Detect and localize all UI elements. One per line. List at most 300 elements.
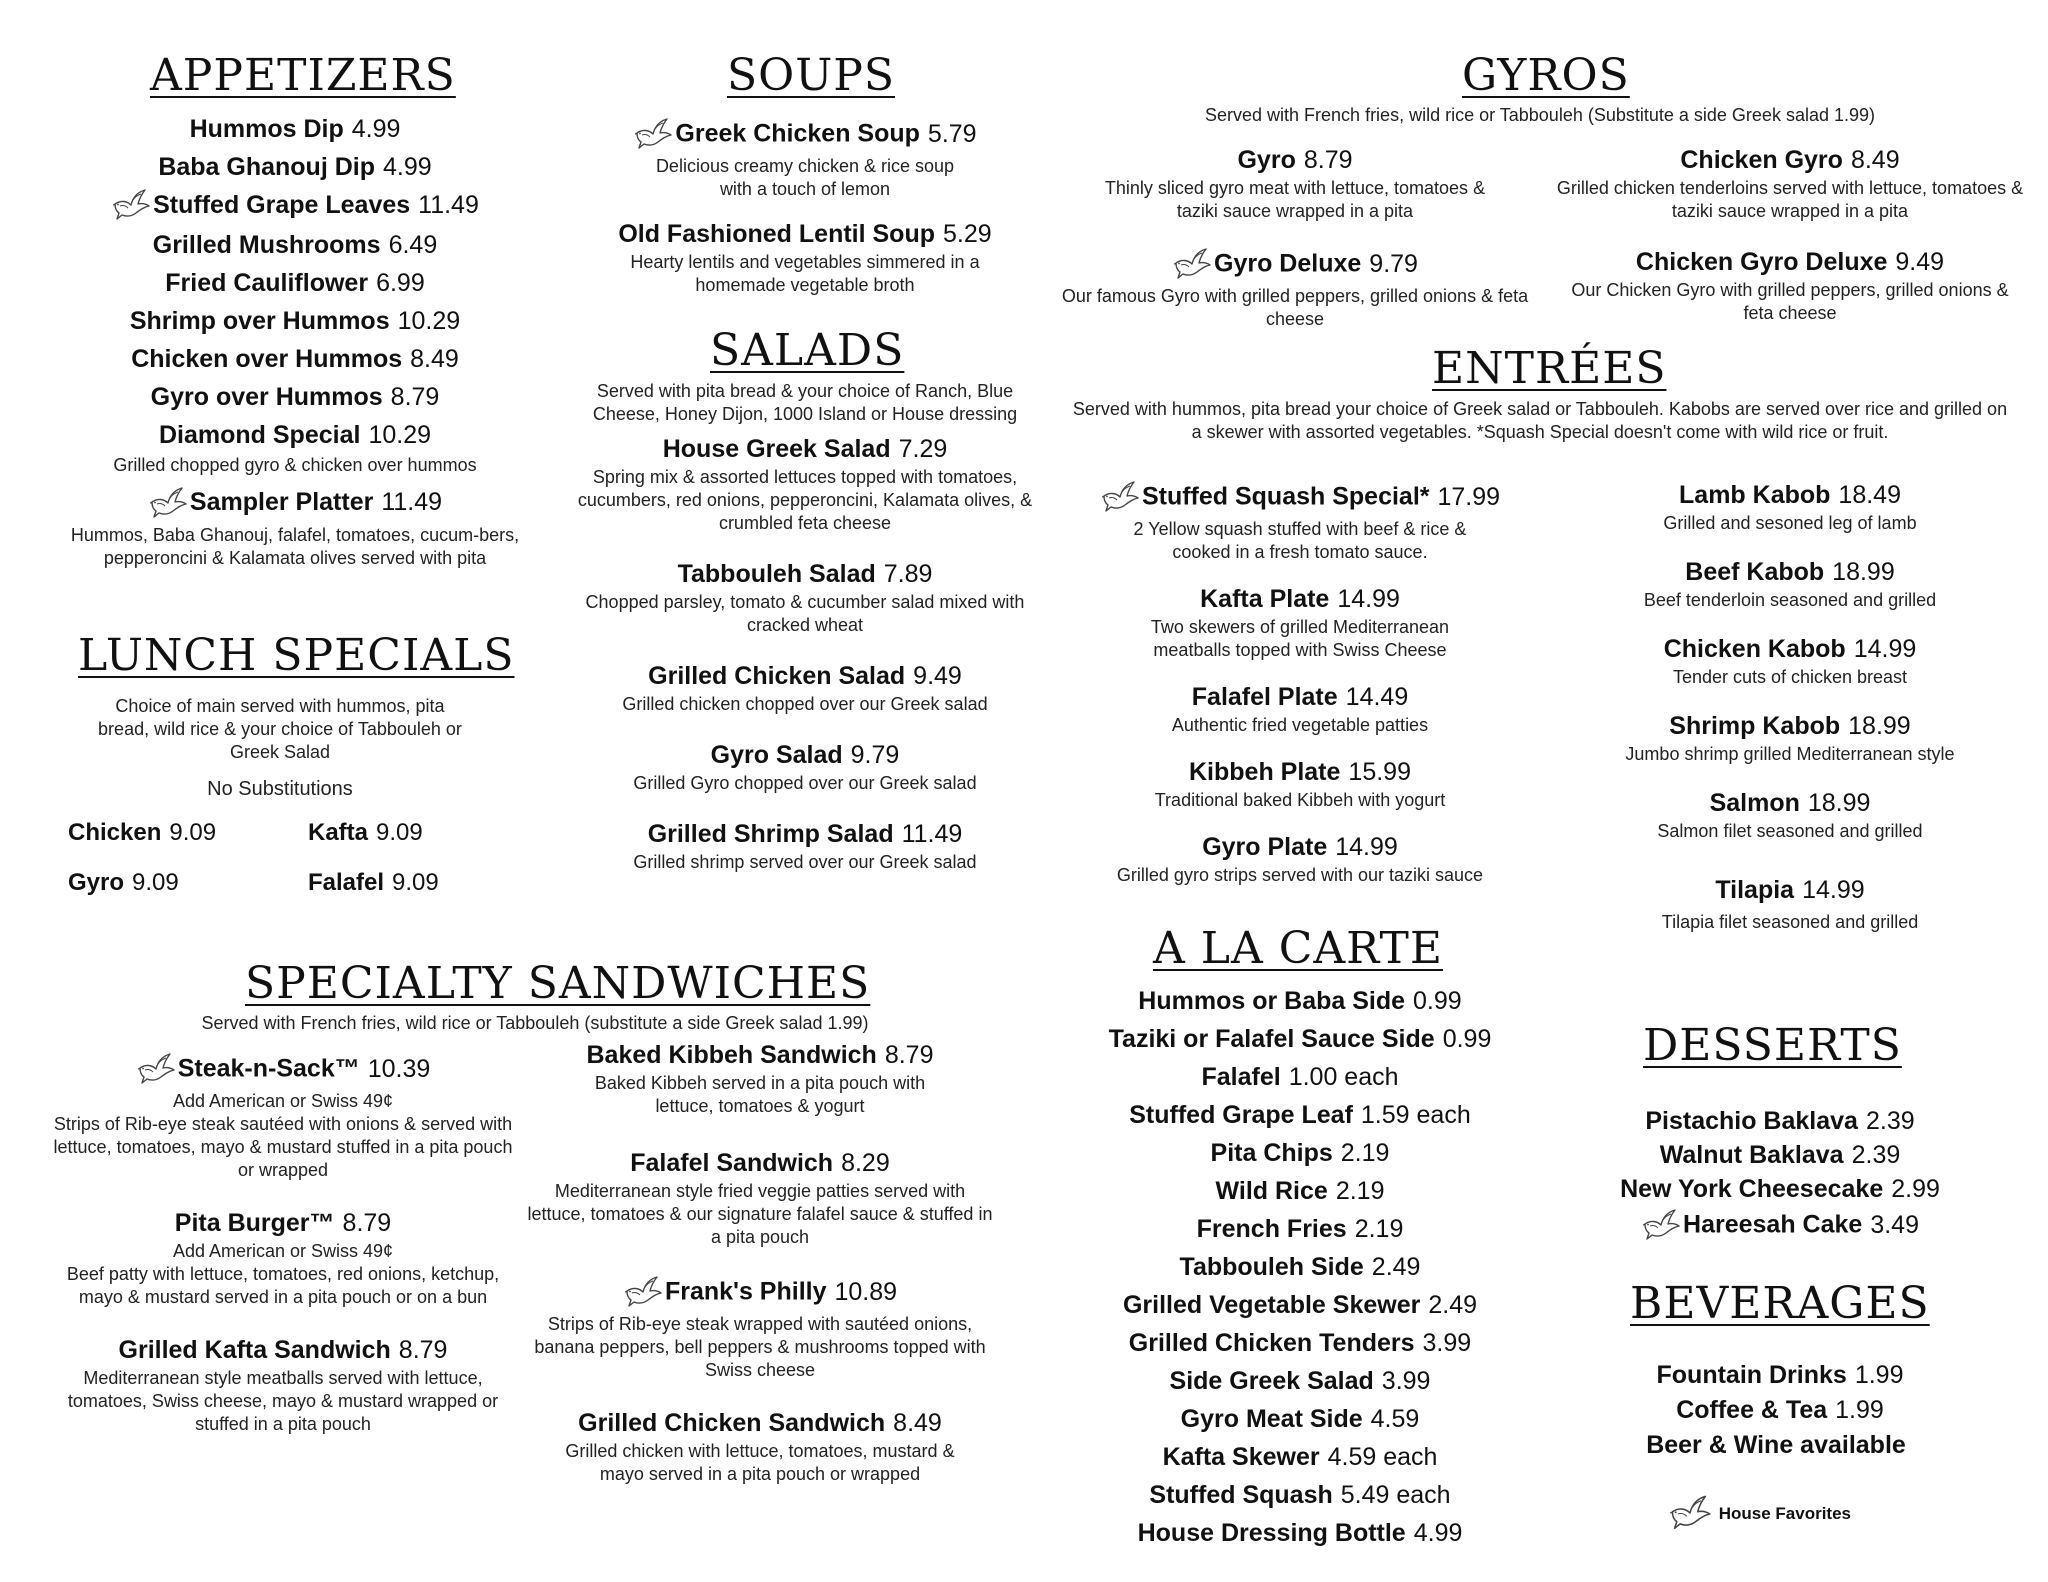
item-name: Tabbouleh Salad [677,560,876,588]
entree-item [1050,582,1550,662]
sandwiches-intro-text: Served with French fries, wild rice or Tabbouleh (substitute a side Greek salad 1.99) [201,1013,869,1033]
item-name: Frank's Philly [664,1277,827,1306]
dove-icon [623,1273,663,1313]
menu-item [555,432,1055,466]
item-description: Tender cuts of chicken breast [1672,667,1908,687]
menu-item [68,808,308,858]
beverages-title: BEVERAGES [1630,1278,1930,1329]
item-price: 1.99 [1854,1361,1904,1389]
menu-item [1555,245,2025,279]
gyros-intro-text: Served with French fries, wild rice or Tabbouleh (Substitute a side Greek salad 1.99) [1205,105,1875,125]
item-price: 7.29 [898,435,948,463]
dove-icon [1668,1492,1712,1536]
item-description: Authentic fried vegetable patties [1171,715,1429,735]
item-description: Jumbo shrimp grilled Mediterranean style [1625,744,1955,764]
entrees-intro-text: Served with hummos, pita bread your choice of Greek salad or Tabbouleh. Kabobs are served over rice and grilled on a skewer with assorted vegetables. *Squash Special doesn't come with wild rice or fruit. [1072,399,2008,442]
item-name: Falafel Sandwich [630,1149,834,1177]
item-description: Grilled Gyro chopped over our Greek salad [633,773,977,793]
item-name: Gyro Deluxe [1214,249,1362,278]
menu-item [1555,555,2025,589]
item-price: 4.59 each [1327,1443,1438,1471]
item-name: French Fries [1196,1215,1347,1243]
menu-item [555,738,1055,772]
lunch-row [68,858,488,908]
item-name: Falafel Plate [1191,683,1338,711]
item-name: Gyro Meat Side [1180,1405,1363,1433]
item-description: Mediterranean style fried veggie patties served with lettuce, tomatoes & our signature falafel sauce & stuffed in a pita pouch [527,1181,993,1247]
item-name: Salmon [1709,789,1800,817]
item-name: House Greek Salad [662,435,891,463]
sandwich-item [525,1406,995,1486]
item-description: Grilled chicken tenderloins served with lettuce, tomatoes & taziki sauce wrapped in a pita [1556,178,2024,221]
item-name: Grilled Chicken Sandwich [578,1409,886,1437]
item-name: Greek Chicken Soup [675,119,920,148]
menu-item [525,1038,995,1072]
entree-item [1555,632,2025,689]
salad-item [555,817,1055,874]
item-name: Beer & Wine available [1646,1431,1906,1459]
item-price: 7.89 [883,560,933,588]
item-price: 5.29 [943,220,992,248]
item-name: Hareesah Cake [1683,1210,1863,1239]
item-price: 0.99 [1413,987,1462,1015]
menu-item [1555,873,2025,907]
item-price: 4.99 [383,153,432,181]
menu-item [525,1146,995,1180]
item-price: 5.79 [927,119,977,148]
menu-item [1050,582,1550,616]
item-price: 4.99 [1413,1519,1463,1547]
appetizers-title: APPETIZERS [150,50,456,101]
item-price: 9.09 [169,819,217,846]
menu-item [308,858,439,908]
entrees-left [1050,478,1550,887]
item-price: 1.00 each [1288,1063,1399,1091]
salad-item [555,432,1055,535]
soup-item [560,115,1050,201]
salad-item [555,659,1055,716]
item-name: Steak-n-Sack™ [177,1054,360,1083]
item-price: 8.49 [1850,146,1900,174]
item-name: Tabbouleh Side [1179,1253,1364,1281]
item-price: 18.99 [1832,558,1895,586]
item-description: Thinly sliced gyro meat with lettuce, tomatoes & taziki sauce wrapped in a pita [1104,178,1486,221]
menu-item [40,226,550,264]
alacarte-list [1060,982,1540,1552]
item-price: 8.29 [841,1149,890,1177]
item-price: 10.29 [368,421,431,450]
item-description: Hearty lentils and vegetables simmered in a homemade vegetable broth [630,252,980,295]
item-description: Grilled chicken with lettuce, tomatoes, mustard & mayo served in a pita pouch or wrapped [565,1441,955,1484]
dove-icon [1641,1206,1681,1246]
item-price: 9.09 [392,869,439,896]
entree-item [1050,830,1550,887]
house-favorites-legend [1668,1492,1851,1536]
item-price: 1.59 each [1360,1101,1471,1129]
item-name: Kafta Skewer [1162,1443,1320,1471]
item-price: 10.39 [367,1054,431,1083]
item-price: 9.49 [913,662,962,690]
sandwich-item [48,1050,518,1182]
item-name: Kafta [308,819,369,846]
menu-item [1060,1172,1540,1210]
beverages-list [1560,1358,2000,1463]
alacarte-title: A LA CARTE [1153,923,1444,974]
soup-item [560,217,1050,297]
lunch-intro [90,695,470,801]
sandwiches-right [525,1038,995,1486]
item-price: 6.49 [388,231,438,260]
item-name: Grilled Vegetable Skewer [1122,1291,1421,1319]
lunch-items [68,808,488,908]
item-name: Chicken Kabob [1663,635,1846,663]
item-price: 18.99 [1807,789,1871,817]
menu-item [1560,1172,2000,1206]
item-name: Grilled Mushrooms [152,231,381,260]
item-price: 14.99 [1802,876,1865,904]
item-price: 17.99 [1437,482,1501,511]
item-price: 8.79 [342,1209,392,1237]
menu-item [40,186,550,226]
sandwiches-title: SPECIALTY SANDWICHES [245,958,871,1009]
item-name: Stuffed Squash Special* [1141,482,1430,511]
sandwich-item [48,1206,518,1309]
menu-item [1060,1362,1540,1400]
sandwiches-left [48,1050,518,1436]
gyro-item [1555,143,2025,223]
menu-item [1060,1324,1540,1362]
menu-item [560,217,1050,251]
sandwich-item [525,1038,995,1118]
item-description: Baked Kibbeh served in a pita pouch with lettuce, tomatoes & yogurt [594,1073,926,1116]
item-name: Shrimp over Hummos [129,307,390,336]
item-description: Strips of Rib-eye steak wrapped with sautéed onions, banana peppers, bell peppers & mushrooms topped with Swiss cheese [534,1314,986,1380]
menu-item [68,858,308,908]
entree-item [1050,478,1550,564]
menu-item [1060,1134,1540,1172]
item-name: Chicken Gyro [1680,146,1843,174]
item-name: Grilled Shrimp Salad [647,820,894,848]
item-price: 14.99 [1337,585,1400,613]
item-price: 8.49 [410,345,459,374]
item-price: 14.99 [1853,635,1917,663]
salad-item [555,738,1055,795]
item-description: Strips of Rib-eye steak sautéed with onions & served with lettuce, tomatoes, mayo & mustard stuffed in a pita pouch or wrapped [53,1114,513,1180]
dove-icon [1172,245,1212,285]
menu-item [48,1333,518,1367]
item-name: Diamond Special [158,421,361,450]
menu-item [1060,1286,1540,1324]
menu-item [40,148,550,186]
dove-icon [136,1050,176,1090]
legend-label: House Favorites [1718,1504,1851,1523]
item-name: Grilled Kafta Sandwich [118,1336,391,1364]
item-name: Hummos Dip [189,115,344,143]
item-price: 3.99 [1422,1329,1472,1357]
menu-item [1060,1020,1540,1058]
item-price: 18.99 [1848,712,1911,740]
gyros-intro [1100,104,1980,127]
gyro-item [1060,245,1530,331]
item-price: 14.99 [1335,833,1398,861]
salads-title: SALADS [710,325,905,376]
item-name: Gyro over Hummos [150,383,383,412]
lunch-note: No Substitutions [207,778,353,800]
item-addon: Add American or Swiss 49¢ [172,1241,394,1261]
item-name: Pita Burger™ [174,1209,335,1237]
item-price: 6.99 [376,269,425,298]
appetizers-list [40,110,550,570]
item-name: Stuffed Grape Leaves [153,191,411,219]
gyro-item [1060,143,1530,223]
item-price: 2.19 [1335,1177,1385,1205]
item-price: 8.79 [1303,146,1353,174]
item-name: Baked Kibbeh Sandwich [586,1041,877,1069]
item-name: Chicken over Hummos [131,345,403,374]
item-price: 4.99 [351,115,401,143]
item-description: Our Chicken Gyro with grilled peppers, grilled onions & feta cheese [1571,280,2009,323]
item-name: Walnut Baklava [1659,1141,1844,1169]
menu-item [40,110,550,148]
item-price: 0.99 [1442,1025,1492,1053]
menu-item [40,264,550,302]
item-name: Shrimp Kabob [1669,712,1841,740]
menu-item [48,1206,518,1240]
item-name: Grilled Chicken Tenders [1128,1329,1415,1357]
item-name: Tilapia [1715,876,1795,904]
menu-item [525,1273,995,1313]
item-price: 2.99 [1891,1175,1940,1203]
item-name: Hummos or Baba Side [1138,987,1406,1015]
item-price: 3.99 [1381,1367,1431,1395]
item-name: Gyro Salad [710,741,843,769]
item-description: Grilled and sesoned leg of lamb [1663,513,1917,533]
item-description: Mediterranean style meatballs served with lettuce, tomatoes, Swiss cheese, mayo & mustard wrapped or stuffed in a pita pouch [67,1368,499,1434]
item-name: Pita Chips [1210,1139,1333,1167]
entrees-right [1555,478,2025,934]
item-name: Stuffed Squash [1149,1481,1333,1509]
desserts-list [1560,1104,2000,1246]
sandwich-item [525,1273,995,1382]
menu-item [1555,143,2025,177]
item-price: 2.39 [1865,1107,1915,1135]
item-price: 9.79 [850,741,900,769]
entree-item [1555,786,2025,843]
item-price: 11.49 [381,488,443,517]
item-description: Two skewers of grilled Mediterranean meatballs topped with Swiss Cheese [1150,617,1450,660]
entree-item [1555,709,2025,766]
item-description: Tilapia filet seasoned and grilled [1661,912,1919,932]
item-name: Gyro [1237,146,1296,174]
menu-item [1560,1206,2000,1246]
menu-item [1060,1096,1540,1134]
menu-item [555,659,1055,693]
item-price: 2.19 [1354,1215,1404,1243]
sandwiches-intro [120,1012,950,1035]
menu-item [1555,786,2025,820]
dove-icon [111,186,151,226]
lunch-intro-text: Choice of main served with hummos, pita bread, wild rice & your choice of Tabbouleh or Greek Salad [98,696,462,762]
entree-item [1050,755,1550,812]
item-name: Chicken [68,819,162,846]
item-name: Falafel [308,869,385,896]
item-price: 8.49 [893,1409,942,1437]
item-name: House Dressing Bottle [1137,1519,1406,1547]
item-name: Pistachio Baklava [1645,1107,1858,1135]
item-description: Beef tenderloin seasoned and grilled [1643,590,1937,610]
item-name: Gyro [68,869,125,896]
lunch-specials-title: LUNCH SPECIALS [78,630,515,681]
item-price: 9.49 [1895,248,1945,276]
menu-item [1050,478,1550,518]
item-price: 9.09 [376,819,423,846]
entree-item [1555,873,2025,934]
item-description: Beef patty with lettuce, tomatoes, red onions, ketchup, mayo & mustard served in a pita pouch or on a bun [66,1264,500,1307]
item-description: Spring mix & assorted lettuces topped with tomatoes, cucumbers, red onions, pepperoncini, Kalamata olives, & crumbled feta cheese [577,467,1033,533]
item-price: 2.39 [1851,1141,1901,1169]
soups-title: SOUPS [727,50,896,101]
item-name: Kibbeh Plate [1189,758,1341,786]
menu-item [1060,143,1530,177]
item-name: Wild Rice [1215,1177,1328,1205]
entrees-title: ENTRÉES [1432,343,1667,394]
item-price: 15.99 [1348,758,1411,786]
menu-item [1555,632,2025,666]
menu-item [308,808,423,858]
salads-list [555,380,1055,874]
item-name: Fountain Drinks [1656,1361,1847,1389]
menu-item [1555,709,2025,743]
item-name: Gyro Plate [1202,833,1328,861]
entree-item [1050,680,1550,737]
gyro-item [1555,245,2025,325]
menu-item [555,557,1055,591]
item-name: Fried Cauliflower [165,269,369,298]
menu-item [1560,1104,2000,1138]
menu-item [1060,1514,1540,1552]
menu-item [555,817,1055,851]
item-name: Grilled Chicken Salad [648,662,906,690]
item-price: 8.79 [398,1336,448,1364]
menu-item [40,302,550,340]
item-name: Stuffed Grape Leaf [1129,1101,1353,1129]
menu-item [1560,1428,2000,1463]
item-description: 2 Yellow squash stuffed with beef & rice & cooked in a fresh tomato sauce. [1133,519,1467,562]
item-description: Grilled shrimp served over our Greek salad [633,852,977,872]
menu-item [40,378,550,416]
item-name: Baba Ghanouj Dip [158,153,375,181]
lunch-row [68,808,488,858]
menu-item [1060,1058,1540,1096]
menu-item [1050,755,1550,789]
sandwich-item [525,1146,995,1249]
menu-item [40,416,550,454]
item-name: Sampler Platter [189,488,374,517]
item-description: Delicious creamy chicken & rice soup with a touch of lemon [655,156,955,199]
soups-list [560,115,1050,297]
entree-item [1555,478,2025,535]
item-price: 10.29 [397,307,461,336]
item-description: Our famous Gyro with grilled peppers, grilled onions & feta cheese [1061,286,1529,329]
menu-item [1060,1210,1540,1248]
desserts-title: DESSERTS [1643,1020,1902,1071]
item-description: Traditional baked Kibbeh with yogurt [1154,790,1446,810]
menu-item [1560,1393,2000,1428]
item-price: 11.49 [901,820,963,848]
item-name: Chicken Gyro Deluxe [1635,248,1888,276]
item-name: New York Cheesecake [1620,1175,1884,1203]
item-description: Grilled gyro strips served with our taziki sauce [1116,865,1484,885]
item-price: 8.79 [390,383,440,412]
item-price: 2.49 [1371,1253,1421,1281]
salad-item [555,557,1055,637]
menu-item [1050,680,1550,714]
menu-item [1555,478,2025,512]
menu-item [1560,1138,2000,1172]
item-description: Grilled chopped gyro & chicken over hummos [113,455,477,476]
item-price: 2.49 [1428,1291,1478,1319]
item-name: Taziki or Falafel Sauce Side [1108,1025,1435,1053]
entrees-intro [1070,398,2010,444]
item-price: 18.49 [1838,481,1901,509]
menu-item [1560,1358,2000,1393]
item-name: Old Fashioned Lentil Soup [618,220,935,248]
menu-item [1060,245,1530,285]
salads-intro: Served with pita bread & your choice of Ranch, Blue Cheese, Honey Dijon, 1000 Island or House dressing [592,381,1018,424]
gyros-left [1060,143,1530,331]
dove-icon [1100,478,1140,518]
dove-icon [633,115,673,155]
item-price: 4.59 [1370,1405,1420,1433]
item-name: Lamb Kabob [1679,481,1831,509]
menu-item [40,340,550,378]
item-price: 11.49 [418,191,479,219]
dove-icon [148,484,188,524]
menu-item [48,1050,518,1090]
item-name: Beef Kabob [1685,558,1825,586]
item-price: 3.49 [1870,1210,1919,1239]
gyros-title: GYROS [1462,50,1630,101]
menu-item [40,483,550,523]
menu-item [525,1406,995,1440]
item-price: 1.99 [1835,1396,1884,1424]
item-price: 5.49 each [1340,1481,1451,1509]
menu-item [560,115,1050,155]
item-description: Grilled chicken chopped over our Greek salad [622,694,988,714]
menu-item [1060,1476,1540,1514]
item-addon: Add American or Swiss 49¢ [172,1091,394,1111]
item-name: Kafta Plate [1200,585,1330,613]
item-name: Coffee & Tea [1676,1396,1828,1424]
item-description: Salmon filet seasoned and grilled [1657,821,1923,841]
item-price: 9.79 [1369,249,1418,278]
item-name: Falafel [1201,1063,1281,1091]
gyros-right [1555,143,2025,325]
item-price: 2.19 [1340,1139,1390,1167]
menu-item [1060,1438,1540,1476]
item-price: 8.79 [884,1041,934,1069]
entree-item [1555,555,2025,612]
item-price: 10.89 [834,1277,898,1306]
item-description: Chopped parsley, tomato & cucumber salad mixed with cracked wheat [585,592,1025,635]
menu-item [1060,1248,1540,1286]
item-price: 9.09 [132,869,179,896]
item-price: 14.49 [1345,683,1409,711]
item-name: Side Greek Salad [1169,1367,1374,1395]
item-description: Hummos, Baba Ghanouj, falafel, tomatoes, cucum-bers, pepperoncini & Kalamata olives served with pita [70,524,520,568]
menu-item [1060,1400,1540,1438]
menu-item [1050,830,1550,864]
